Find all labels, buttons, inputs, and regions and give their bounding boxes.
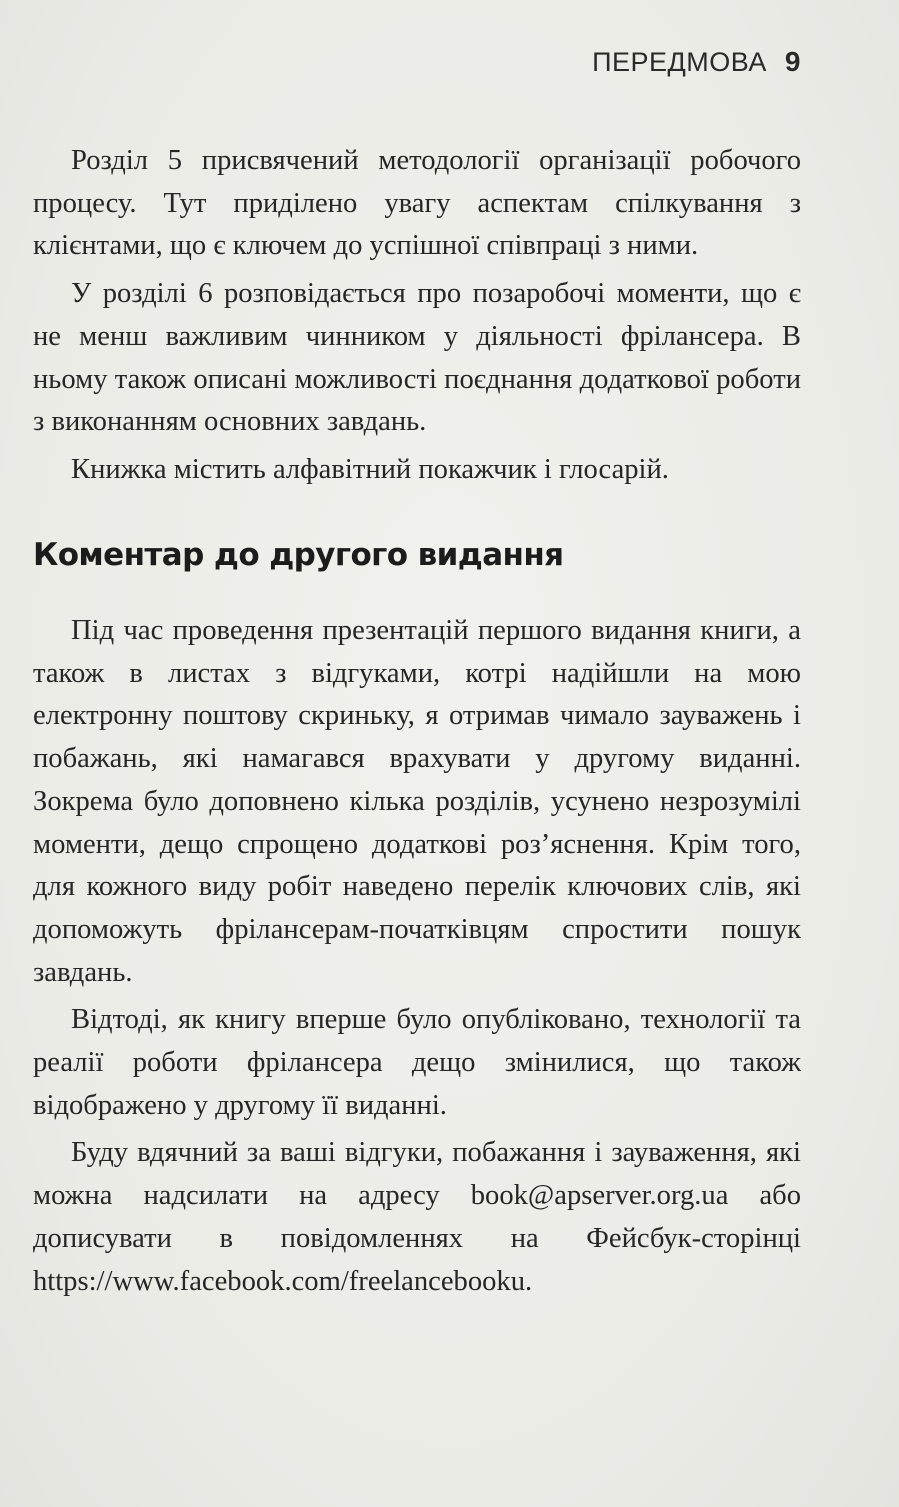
page-number: 9 <box>784 46 801 77</box>
paragraph-contacts: Буду вдячний за ваші відгуки, побажання і зауваження, які можна надсилати на адресу book@apserver.org.ua або дописувати в повідомленнях на Фейсбук-сторінці https://www.facebook.com/freelancebooku. <box>33 1137 801 1297</box>
comment-text <box>33 610 801 1303</box>
paragraph-chapter-6: У розділі 6 розповідається про позаробочі моменти, що є не менш важливим чинником у діяльності фрілансера. В ньому також описані можливості поєднання додаткової роботи з виконанням основних завдань. <box>33 278 801 438</box>
paragraph-feedback: Під час проведення презентацій першого видання книги, а також в листах з відгуками, котрі надійшли на мою електронну поштову скриньку, я отримав чимало зауважень і побажань, які намагався врахувати у другому виданні. Зокрема було доповнено кілька розділів, усунено незрозумілі моменти, дещо спрощено додаткові роз’яснення. Крім того, для кожного виду робіт наведено перелік ключових слів, які допоможуть фрілансерам-початківцям спростити пошук завдань. <box>33 615 801 988</box>
intro-text <box>33 140 801 492</box>
section-heading: Коментар до другого видання <box>33 537 564 573</box>
running-head <box>592 46 801 78</box>
running-head-section: ПЕРЕДМОВА <box>592 47 767 77</box>
paragraph-chapter-5: Розділ 5 присвячений методології організації робочого процесу. Тут приділено увагу аспектам спілкування з клієнтами, що є ключем до успішної співпраці з ними. <box>33 145 801 262</box>
paragraph-index-glossary: Книжка містить алфавітний покажчик і глосарій. <box>71 453 669 485</box>
paragraph-changes: Відтоді, як книгу вперше було опубліковано, технології та реалії роботи фрілансера дещо змінилися, що також відображено у другому її виданні. <box>33 1004 801 1121</box>
